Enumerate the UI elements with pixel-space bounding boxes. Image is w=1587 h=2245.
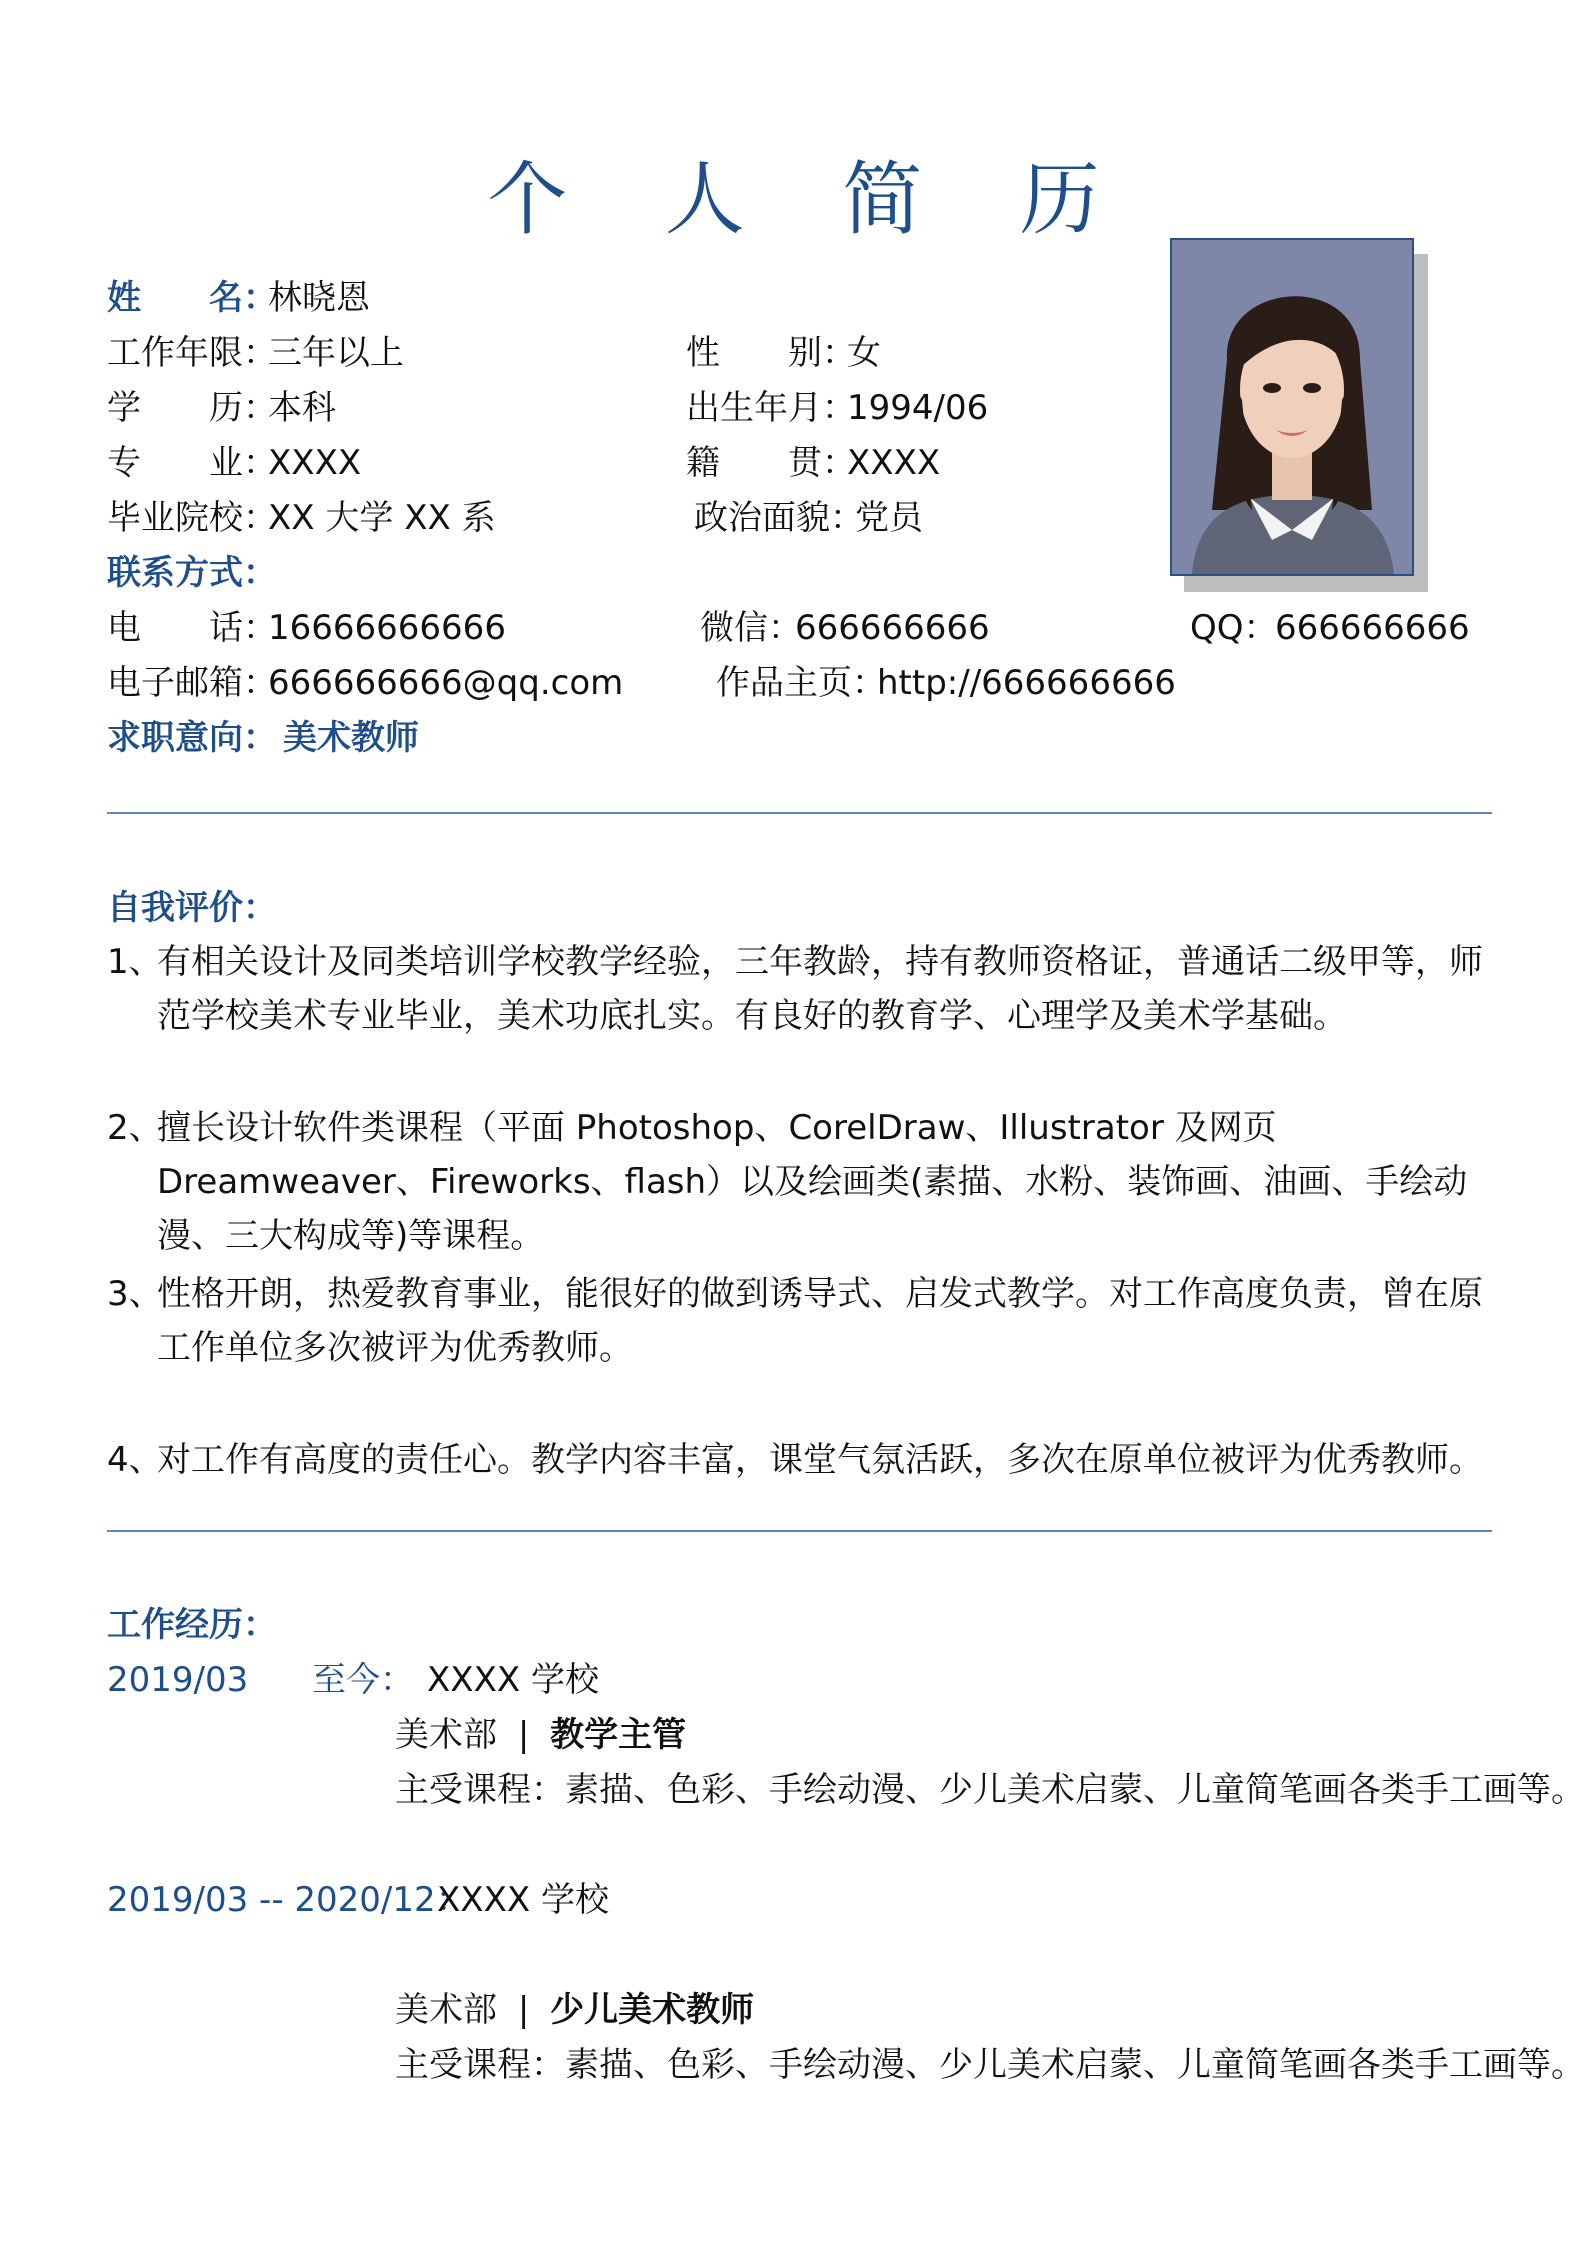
work-heading: 工作经历：: [107, 1605, 277, 1645]
job-department-line: [395, 1715, 686, 1755]
job-courses: 主受课程：素描、色彩、手绘动漫、少儿美术启蒙、儿童简笔画各类手工画等。: [395, 1770, 1585, 1810]
portfolio-label: 作品主页：: [716, 663, 886, 703]
portrait-image: [1172, 240, 1412, 574]
self-eval-number: 4、: [107, 1440, 163, 1480]
name-label: 姓 名：: [107, 278, 277, 318]
job-period: 2019/03 -- 2020/12：: [107, 1880, 470, 1920]
wechat-label: 微信：: [700, 608, 802, 648]
politics-label: 政治面貌：: [694, 498, 864, 538]
email-value: 666666666@qq.com: [268, 663, 624, 703]
objective-value: 美术教师: [283, 718, 419, 758]
job-department: 美术部: [395, 1990, 497, 2030]
gender-label: 性 别：: [686, 333, 856, 373]
birth-label: 出生年月：: [686, 388, 856, 428]
self-eval-item: [107, 1267, 1492, 1375]
job-role: 教学主管: [550, 1715, 687, 1755]
politics-value: 党员: [855, 498, 923, 538]
wechat-value: 666666666: [795, 608, 990, 648]
section-divider: [107, 812, 1492, 814]
self-eval-heading: 自我评价：: [107, 888, 277, 928]
objective-label: 求职意向：: [107, 718, 277, 758]
job-separator: |: [517, 1715, 530, 1755]
job-organization: XXXX 学校: [427, 1660, 599, 1700]
profile-photo: [1170, 238, 1414, 576]
name-value: 林晓恩: [268, 278, 370, 318]
school-label: 毕业院校：: [107, 498, 277, 538]
self-eval-number: 2、: [107, 1108, 163, 1148]
hometown-value: XXXX: [847, 443, 941, 483]
education-label: 学 历：: [107, 388, 277, 428]
self-eval-text: 性格开朗，热爱教育事业，能很好的做到诱导式、启发式教学。对工作高度负责，曾在原工作单位多次被评为优秀教师。: [157, 1274, 1483, 1368]
job-end-date: 至今：: [312, 1660, 414, 1700]
job-department-line: [395, 1990, 754, 2030]
hometown-label: 籍 贯：: [686, 443, 856, 483]
self-eval-item: [107, 1101, 1492, 1263]
gender-value: 女: [847, 333, 881, 373]
self-eval-item: [107, 935, 1492, 1043]
qq-value: 666666666: [1275, 608, 1470, 648]
self-eval-number: 1、: [107, 942, 163, 982]
contact-heading: 联系方式：: [107, 553, 277, 593]
self-eval-number: 3、: [107, 1274, 163, 1314]
phone-label: 电 话：: [107, 608, 277, 648]
qq-label: QQ：: [1190, 608, 1278, 648]
resume-title: 个 人 简 历: [487, 153, 1136, 246]
portfolio-value: http://666666666: [877, 663, 1176, 703]
job-courses: 主受课程：素描、色彩、手绘动漫、少儿美术启蒙、儿童简笔画各类手工画等。: [395, 2045, 1585, 2085]
job-separator: |: [517, 1990, 530, 2030]
education-value: 本科: [268, 388, 336, 428]
job-start-date: 2019/03: [107, 1660, 249, 1700]
self-eval-item: [107, 1433, 1492, 1487]
section-divider: [107, 1530, 1492, 1532]
job-organization: XXXX 学校: [437, 1880, 609, 1920]
job-role: 少儿美术教师: [550, 1990, 755, 2030]
job-department: 美术部: [395, 1715, 497, 1755]
work-years-value: 三年以上: [268, 333, 404, 373]
self-eval-text: 对工作有高度的责任心。教学内容丰富，课堂气氛活跃，多次在原单位被评为优秀教师。: [157, 1440, 1483, 1480]
school-value: XX 大学 XX 系: [268, 498, 496, 538]
phone-value: 16666666666: [268, 608, 506, 648]
self-eval-text: 擅长设计软件类课程（平面 Photoshop、CorelDraw、Illustrator 及网页 Dreamweaver、Fireworks、flash）以及绘画类(素描、水粉、装饰画、油画、手绘动漫、三大构成等)等课程。: [157, 1108, 1468, 1256]
work-years-label: 工作年限：: [107, 333, 277, 373]
email-label: 电子邮箱：: [107, 663, 277, 703]
self-eval-text: 有相关设计及同类培训学校教学经验，三年教龄，持有教师资格证，普通话二级甲等，师范学校美术专业毕业，美术功底扎实。有良好的教育学、心理学及美术学基础。: [157, 942, 1483, 1036]
birth-value: 1994/06: [847, 388, 989, 428]
major-value: XXXX: [268, 443, 362, 483]
major-label: 专 业：: [107, 443, 277, 483]
